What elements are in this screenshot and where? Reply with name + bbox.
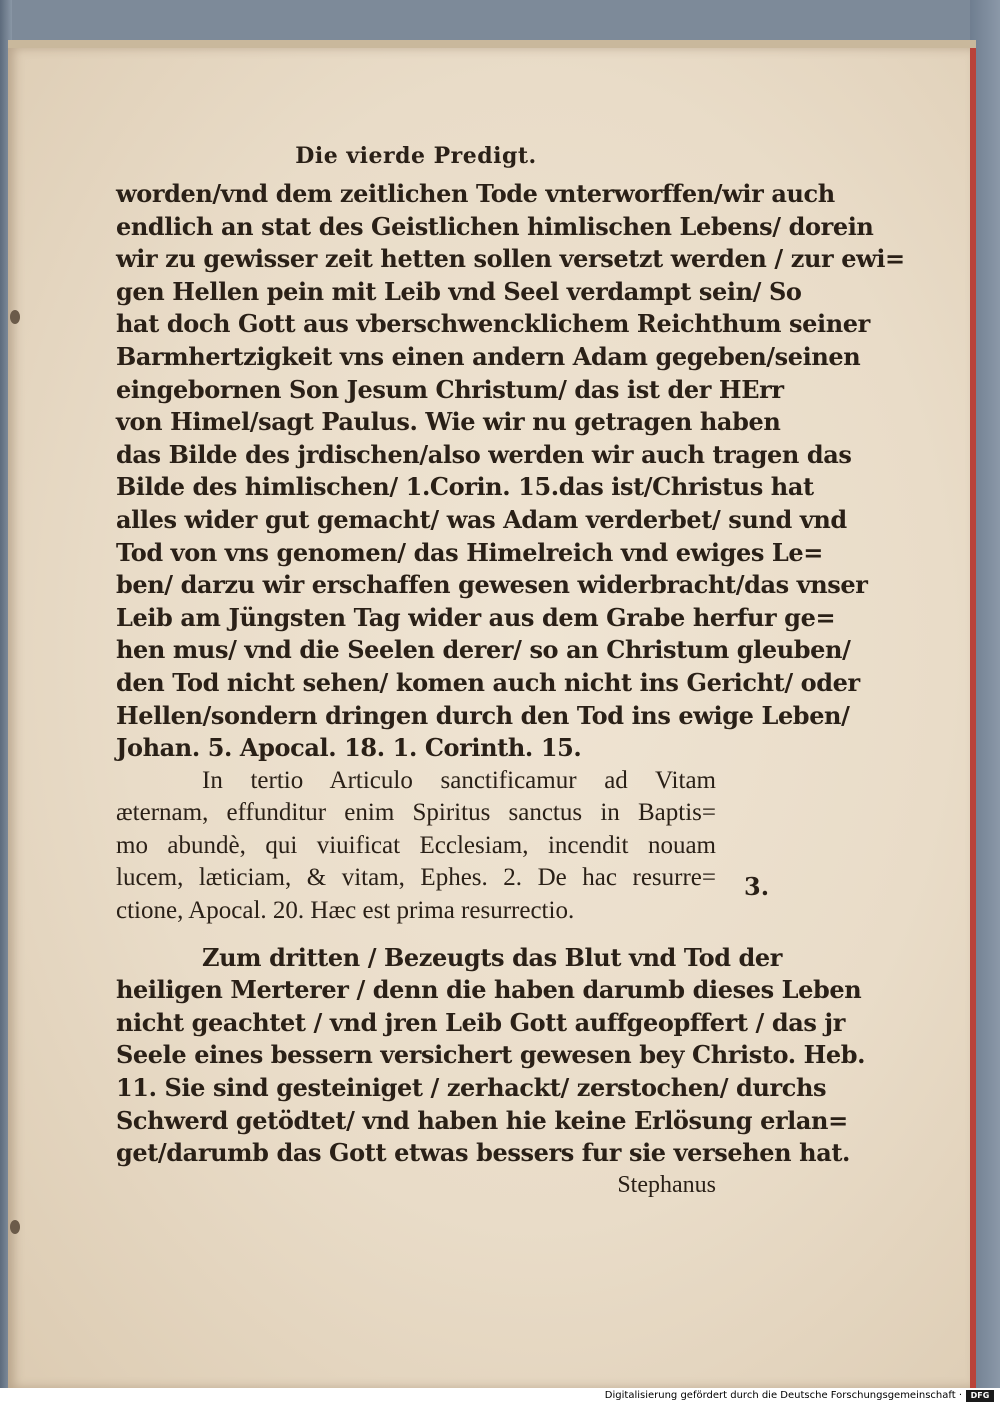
marginal-number: 3. (744, 872, 770, 901)
text-line: ben/ darzu wir erschaffen gewesen widerbracht/das vnser (116, 570, 868, 600)
text-line: Zum dritten / Bezeugts das Blut vnd Tod der (202, 942, 783, 972)
latin-line: In tertio Articulo sanctificamur ad Vitam (202, 766, 716, 794)
latin-line: æternam, effunditur enim Spiritus sanctus in Baptis= (116, 799, 716, 827)
text-line: hat doch Gott aus vberschwencklichem Reichthum seiner (116, 309, 870, 339)
funding-credit: Digitalisierung gefördert durch die Deutsche Forschungsgemeinschaft · (604, 1390, 962, 1401)
text-line: Barmhertzigkeit vns einen andern Adam gegeben/seinen (116, 341, 861, 371)
text-line: Hellen/sondern dringen durch den Tod ins ewige Leben/ (116, 700, 850, 730)
text-line: get/darumb das Gott etwas bessers fur sie versehen hat. (116, 1138, 851, 1168)
binding-hole (10, 1220, 20, 1234)
text-line: alles wider gut gemacht/ was Adam verderbet/ sund vnd (116, 504, 847, 534)
text-line: nicht geachtet / vnd jren Leib Gott auffgeopffert / das jr (116, 1007, 845, 1037)
text-line: hen mus/ vnd die Seelen derer/ so an Christum gleuben/ (116, 635, 851, 665)
text-line: Bilde des himlischen/ 1.Corin. 15.das ist/Christus hat (116, 472, 814, 502)
text-line: 11. Sie sind gesteiniget / zerhackt/ zerstochen/ durchs (116, 1073, 827, 1103)
text-line: worden/vnd dem zeitlichen Tode vnterworffen/wir auch (116, 179, 835, 208)
footer-bar (0, 1388, 1000, 1404)
text-line: eingebornen Son Jesum Christum/ das ist der HErr (116, 374, 784, 404)
text-line: Seele eines bessern versichert gewesen bey Christo. Heb. (116, 1040, 866, 1070)
text-line: den Tod nicht sehen/ komen auch nicht ins Gericht/ oder (116, 667, 860, 697)
catchword: Stephanus (617, 1171, 716, 1198)
text-line: Johan. 5. Apocal. 18. 1. Corinth. 15. (116, 733, 582, 763)
text-line: gen Hellen pein mit Leib vnd Seel verdampt sein/ So (116, 276, 802, 306)
text-line: heiligen Merterer / denn die haben darumb dieses Leben (116, 975, 862, 1005)
text-line: Schwerd getödtet/ vnd haben hie keine Erlösung erlan= (116, 1105, 848, 1135)
latin-line: ctione, Apocal. 20. Hæc est prima resurrectio. (116, 897, 575, 925)
binding-hole (10, 310, 20, 324)
text-line: von Himel/sagt Paulus. Wie wir nu getragen haben (116, 407, 781, 437)
paragraph-gap (116, 928, 716, 942)
text-line: Tod von vns genomen/ das Himelreich vnd ewiges Le= (116, 537, 823, 567)
text-line: wir zu gewisser zeit hetten sollen versetzt werden / zur ewi= (116, 244, 905, 274)
text-line: das Bilde des jrdischen/also werden wir auch tragen das (116, 439, 852, 469)
text-line: Leib am Jüngsten Tag wider aus dem Grabe herfur ge= (116, 602, 836, 632)
running-head: Die vierde Predigt. (295, 143, 537, 169)
text-line: endlich an stat des Geistlichen himlischen Lebens/ dorein (116, 211, 874, 241)
latin-line: mo abundè, qui viuificat Ecclesiam, incendit nouam (116, 831, 716, 859)
latin-line: lucem, læticiam, & vitam, Ephes. 2. De hac resurre= (116, 864, 716, 892)
dfg-logo-icon: DFG (966, 1390, 994, 1402)
page-text (116, 138, 905, 1200)
